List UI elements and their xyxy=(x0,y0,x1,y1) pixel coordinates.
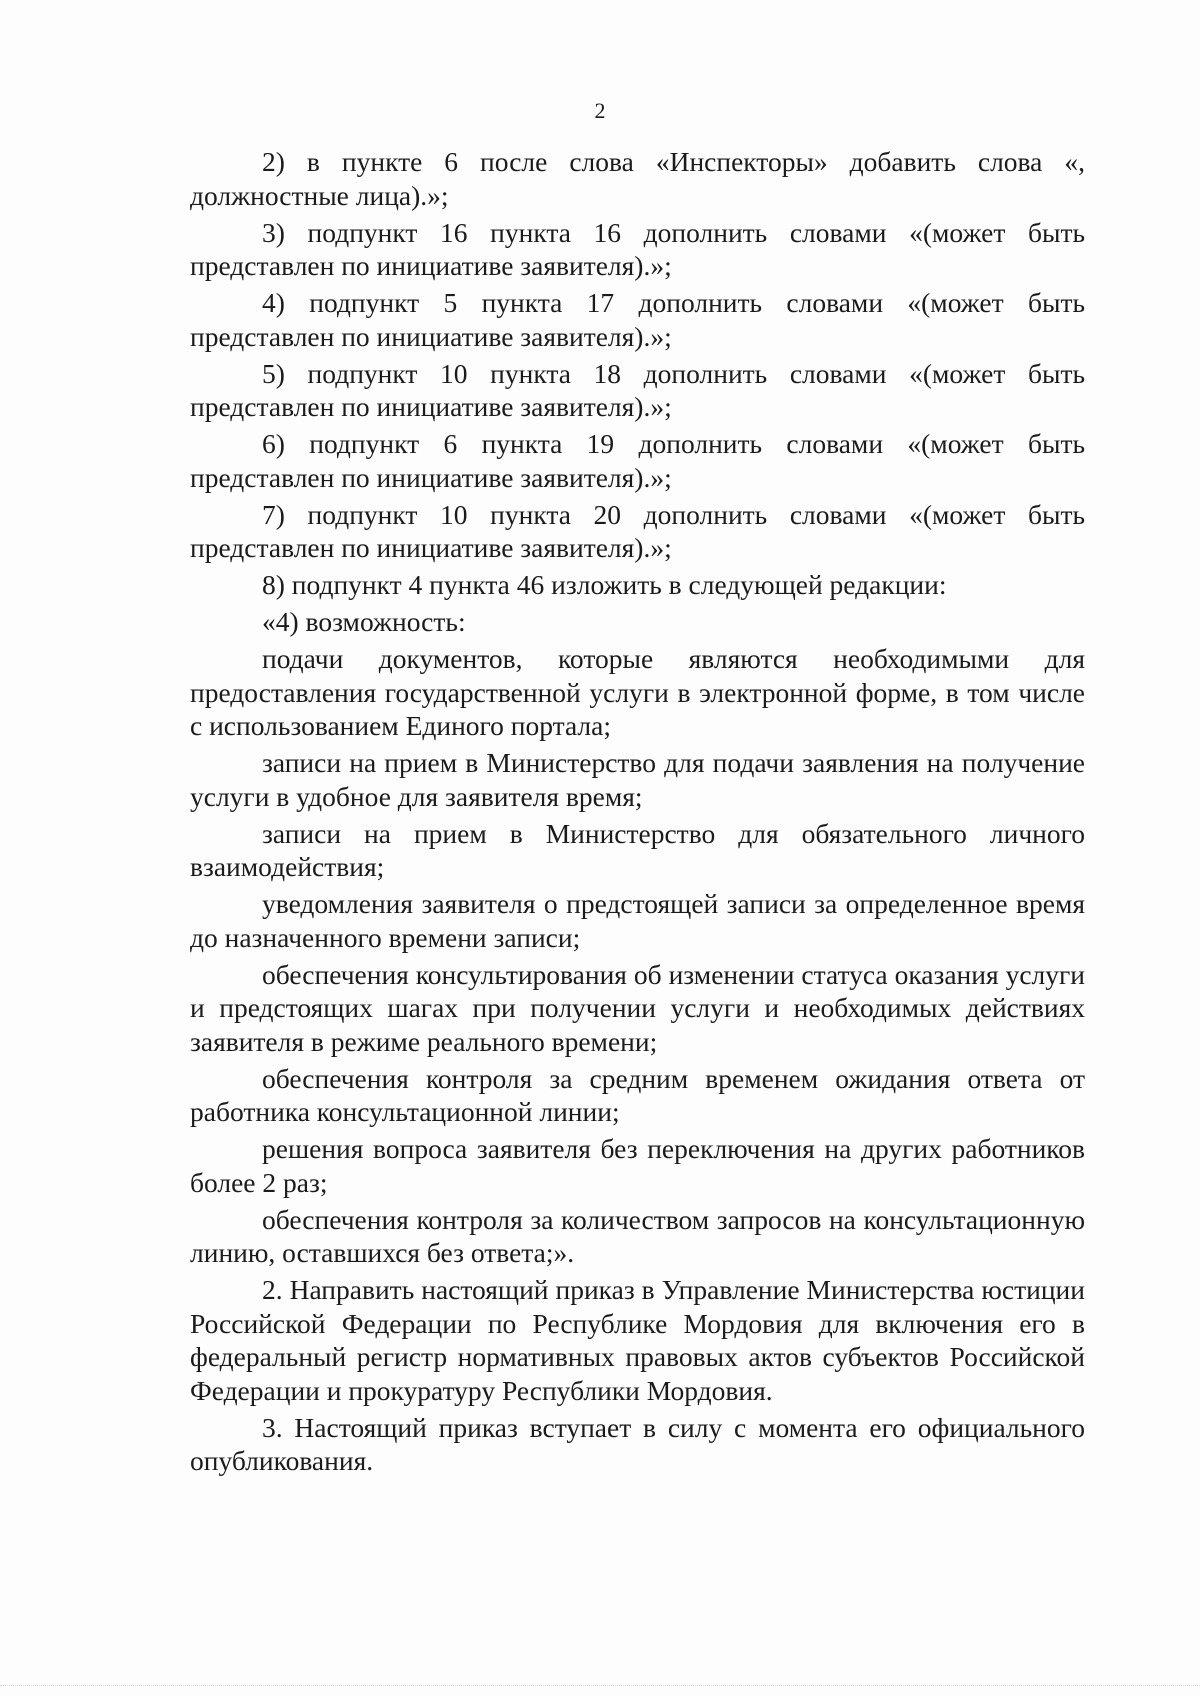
possibility-item-consulting: обеспечения консультирования об изменении статуса оказания услуги и предстоящих шагах при получении услуги и необходимых действиях заявителя в режиме реального времени; xyxy=(190,958,1085,1057)
page-number: 2 xyxy=(594,98,606,123)
amendment-item-8: 8) подпункт 4 пункта 46 изложить в следующей редакции: xyxy=(262,569,947,600)
amendment-item-3: 3) подпункт 16 пункта 16 дополнить словами «(может быть представлен по инициативе заявителя).»; xyxy=(190,216,1085,281)
scan-edge-artifact xyxy=(0,1685,1200,1687)
new-subpoint-4-heading: «4) возможность: xyxy=(262,606,466,637)
possibility-item-document-submission: подачи документов, которые являются необходимыми для предоставления государственной услуги в электронной форме, в том числе с использованием Единого портала; xyxy=(190,643,1085,741)
document-body xyxy=(190,145,1085,1481)
order-clause-2: 2. Направить настоящий приказ в Управление Министерства юстиции Российской Федерации по Республике Мордовия для включения его в федеральный регистр нормативных правовых актов субъектов Российской Федерации и прокуратуру Республики Мордовия. xyxy=(190,1274,1085,1406)
amendment-item-2: 2) в пункте 6 после слова «Инспекторы» добавить слова «, должностные лица).»; xyxy=(190,146,1085,211)
amendment-item-7: 7) подпункт 10 пункта 20 дополнить словами «(может быть представлен по инициативе заявителя).»; xyxy=(190,498,1085,563)
possibility-item-notification: уведомления заявителя о предстоящей записи за определенное время до назначенного времени записи; xyxy=(190,888,1085,953)
possibility-item-wait-time-control: обеспечения контроля за средним временем ожидания ответа от работника консультационной линии; xyxy=(190,1062,1085,1127)
possibility-item-unanswered-control: обеспечения контроля за количеством запросов на консультационную линию, оставшихся без ответа;». xyxy=(190,1203,1085,1268)
possibility-item-no-transfer: решения вопроса заявителя без переключения на других работников более 2 раз; xyxy=(190,1133,1085,1198)
possibility-item-appointment-personal: записи на прием в Министерство для обязательного личного взаимодействия; xyxy=(190,817,1085,882)
amendment-item-6: 6) подпункт 6 пункта 19 дополнить словами «(может быть представлен по инициативе заявителя).»; xyxy=(190,428,1085,493)
amendment-item-5: 5) подпункт 10 пункта 18 дополнить словами «(может быть представлен по инициативе заявителя).»; xyxy=(190,357,1085,422)
order-clause-3: 3. Настоящий приказ вступает в силу с момента его официального опубликования. xyxy=(190,1411,1085,1476)
possibility-item-appointment-application: записи на прием в Министерство для подачи заявления на получение услуги в удобное для заявителя время; xyxy=(190,747,1085,812)
amendment-item-4: 4) подпункт 5 пункта 17 дополнить словами «(может быть представлен по инициативе заявителя).»; xyxy=(190,287,1085,352)
